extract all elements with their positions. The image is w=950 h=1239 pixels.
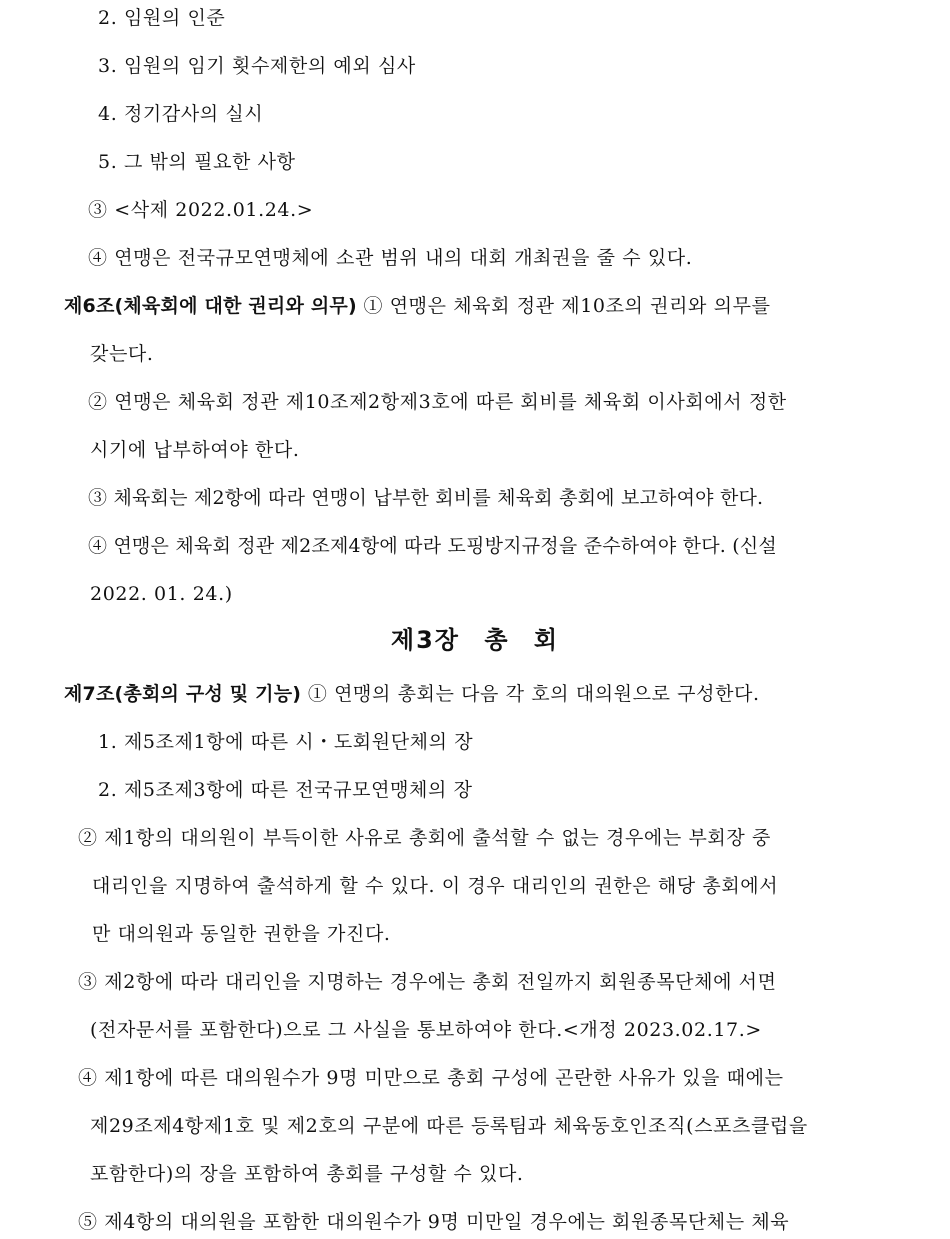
article-7-paragraph-4: ④ 제1항에 따른 대의원수가 9명 미만으로 총회 구성에 곤란한 사유가 있을 때에는	[78, 1067, 784, 1089]
article-6-paragraph-1: ① 연맹은 체육회 정관 제10조의 권리와 의무를	[363, 295, 771, 317]
article-7-item-2: 2. 제5조제3항에 따른 전국규모연맹체의 장	[98, 779, 473, 801]
article-7-paragraph-4-cont2: 포함한다)의 장을 포함하여 총회를 구성할 수 있다.	[90, 1163, 524, 1185]
article-6-paragraph-3: ③ 체육회는 제2항에 따라 연맹이 납부한 회비를 체육회 총회에 보고하여야 한다.	[88, 487, 764, 509]
article-6-paragraph-2: ② 연맹은 체육회 정관 제10조제2항제3호에 따른 회비를 체육회 이사회에서 정한	[88, 391, 787, 413]
item-3: 3. 임원의 임기 횟수제한의 예외 심사	[98, 55, 416, 77]
article-6-paragraph-2-cont: 시기에 납부하여야 한다.	[90, 439, 300, 461]
article-6-title: 제6조(체육회에 대한 권리와 의무)	[64, 295, 357, 317]
article-7-item-1: 1. 제5조제1항에 따른 시・도회원단체의 장	[98, 731, 474, 753]
article-7-paragraph-2-cont2: 만 대의원과 동일한 권한을 가진다.	[92, 923, 391, 945]
item-4: 4. 정기감사의 실시	[98, 103, 264, 125]
article-6-first-line	[64, 292, 771, 320]
article-7-paragraph-3: ③ 제2항에 따라 대리인을 지명하는 경우에는 총회 전일까지 회원종목단체에 서면	[78, 971, 777, 993]
chapter-heading: 제3장 총 회	[390, 626, 560, 654]
item-5: 5. 그 밖의 필요한 사항	[98, 151, 296, 173]
article-6-paragraph-4-cont: 2022. 01. 24.)	[90, 583, 233, 605]
article-7-paragraph-1: ① 연맹의 총회는 다음 각 호의 대의원으로 구성한다.	[307, 683, 760, 705]
article-7-title: 제7조(총회의 구성 및 기능)	[64, 683, 302, 705]
article-7-paragraph-3-cont: (전자문서를 포함한다)으로 그 사실을 통보하여야 한다.<개정 2023.02.17.>	[90, 1019, 762, 1041]
article-6-paragraph-1-cont: 갖는다.	[90, 343, 154, 365]
article-7-paragraph-4-cont: 제29조제4항제1호 및 제2호의 구분에 따른 등록팀과 체육동호인조직(스포츠클럽을	[90, 1115, 808, 1137]
item-2: 2. 임원의 인준	[98, 7, 226, 29]
paragraph-3-deleted: ③ <삭제 2022.01.24.>	[88, 199, 314, 221]
paragraph-4: ④ 연맹은 전국규모연맹체에 소관 범위 내의 대회 개최권을 줄 수 있다.	[88, 247, 693, 269]
article-7-paragraph-5: ⑤ 제4항의 대의원을 포함한 대의원수가 9명 미만일 경우에는 회원종목단체는 체육	[78, 1211, 790, 1233]
article-6-paragraph-4: ④ 연맹은 체육회 정관 제2조제4항에 따라 도핑방지규정을 준수하여야 한다. (신설	[88, 535, 777, 557]
article-7-first-line	[64, 680, 760, 708]
article-7-paragraph-2-cont: 대리인을 지명하여 출석하게 할 수 있다. 이 경우 대리인의 권한은 해당 총회에서	[92, 875, 779, 897]
article-7-paragraph-2: ② 제1항의 대의원이 부득이한 사유로 총회에 출석할 수 없는 경우에는 부회장 중	[78, 827, 771, 849]
